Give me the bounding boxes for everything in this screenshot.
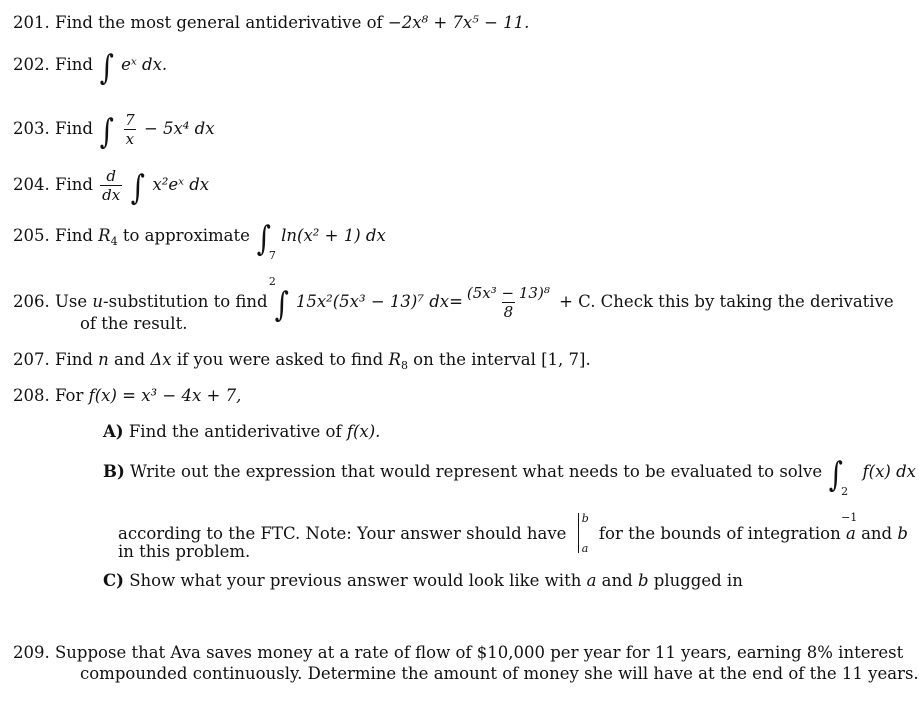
problem-number: 209. [13, 643, 50, 662]
riemann-symbol: R [388, 350, 401, 369]
integral-sign: ∫ [99, 48, 115, 88]
riemann-sum [98, 226, 118, 248]
problem-number: 208. [13, 386, 50, 405]
problem-201 [13, 13, 529, 33]
problem-number: 205. [13, 226, 50, 245]
problem-text: Find [55, 175, 99, 194]
problem-209 [13, 643, 903, 663]
problem-text: to approximate [117, 226, 256, 245]
problem-text: For [55, 386, 89, 405]
fraction-denominator: dx [102, 186, 121, 204]
fraction-numerator: (5x³ − 13)⁸ [466, 284, 550, 302]
fraction-numerator: d [106, 167, 116, 185]
fraction-denominator: 8 [503, 303, 514, 321]
part-text: Write out the expression that would represent what needs to be evaluated to solve [130, 462, 828, 481]
variable-n: n [98, 350, 109, 369]
problem-text: compounded continuously. Determine the amount of money she will have at the end of the 11 years. [80, 664, 919, 683]
part-text: Find the antiderivative of [128, 422, 347, 441]
problem-204 [13, 167, 210, 208]
evaluation-bar [576, 511, 590, 555]
part-a [103, 422, 380, 442]
upper-limit: 2 [841, 485, 849, 498]
problem-text: Use [55, 292, 93, 311]
math-expression: −2x⁸ + 7x⁵ − 11. [387, 13, 530, 32]
math-expression: eˣ dx. [121, 55, 168, 74]
fraction [123, 111, 137, 148]
evaluation-bar-line [578, 513, 579, 553]
riemann-sum [388, 350, 408, 372]
riemann-symbol: R [98, 226, 111, 245]
variable-u: u [92, 292, 104, 311]
problem-206-continued [80, 314, 187, 334]
problem-text: on the interval [1, 7]. [407, 350, 591, 369]
problem-203 [13, 111, 215, 152]
riemann-subscript: 4 [110, 235, 118, 248]
part-text: and [596, 571, 638, 590]
bar-upper-bound: b [581, 512, 589, 525]
problem-text: of the result. [80, 314, 188, 333]
part-label: A) [103, 422, 124, 441]
part-c [103, 571, 743, 591]
problem-205 [13, 219, 386, 292]
problem-text: + C. Check this by taking the derivative [553, 292, 894, 311]
part-text: for the bounds of integration [593, 524, 846, 543]
problem-text: Suppose that Ava saves money at a rate of flow of $10,000 per year for 11 years, earning 8% interest [55, 643, 904, 662]
problem-text: Find [55, 226, 99, 245]
variable-a: a [586, 571, 597, 590]
fraction-denominator: x [125, 130, 135, 148]
problem-text: -substitution to find [103, 292, 273, 311]
part-b-continued-2 [118, 542, 250, 562]
part-label: C) [103, 571, 124, 590]
math-expression: f(x) = x³ − 4x + 7, [88, 386, 242, 405]
part-text: and [855, 524, 898, 543]
problem-number: 207. [13, 350, 50, 369]
riemann-subscript: 8 [400, 359, 408, 372]
part-text: plugged in [648, 571, 743, 590]
math-expression: f(x). [346, 422, 381, 441]
problem-text: and [108, 350, 151, 369]
part-label: B) [103, 462, 125, 481]
fraction-numerator: 7 [125, 111, 135, 129]
math-expression: 15x²(5x³ − 13)⁷ dx= [295, 292, 463, 311]
delta-x: Δx [150, 350, 172, 369]
upper-limit: 7 [268, 249, 276, 262]
part-text: according to the FTC. Note: Your answer should have [118, 524, 572, 543]
math-expression: − 5x⁴ dx [143, 119, 215, 138]
integral-sign: ∫ [131, 168, 146, 208]
part-text: Show what your previous answer would look like with [129, 571, 587, 590]
problem-209-continued [80, 664, 919, 684]
problem-number: 203. [13, 119, 50, 138]
variable-b: b [637, 571, 649, 590]
math-expression: f(x) dx [862, 462, 916, 481]
derivative-operator [100, 167, 122, 204]
problem-number: 202. [13, 55, 50, 74]
problem-text: if you were asked to find [171, 350, 389, 369]
integral-sign: ∫ [829, 455, 844, 495]
lower-limit: 2 [268, 275, 276, 288]
problem-202 [13, 48, 168, 88]
problem-text: Find [55, 119, 99, 138]
problem-text: Find [55, 55, 99, 74]
problem-text: Find [55, 350, 99, 369]
integral-sign: ∫ [256, 219, 272, 259]
variable-a: a [845, 524, 856, 543]
bar-lower-bound: a [581, 542, 589, 555]
variable-b: b [897, 524, 908, 543]
problem-208 [13, 386, 241, 406]
fraction [465, 284, 552, 321]
integral-sign: ∫ [99, 112, 115, 152]
problem-number: 201. [13, 13, 50, 32]
math-expression: ln(x² + 1) dx [281, 226, 386, 245]
part-text: in this problem. [118, 542, 251, 561]
problem-number: 206. [13, 292, 50, 311]
problem-number: 204. [13, 175, 50, 194]
integral-sign: ∫ [274, 285, 289, 325]
math-expression: x²eˣ dx [152, 175, 210, 194]
problem-207 [13, 350, 591, 376]
lower-limit: −1 [841, 511, 858, 524]
problem-text: Find the most general antiderivative of [55, 13, 388, 32]
